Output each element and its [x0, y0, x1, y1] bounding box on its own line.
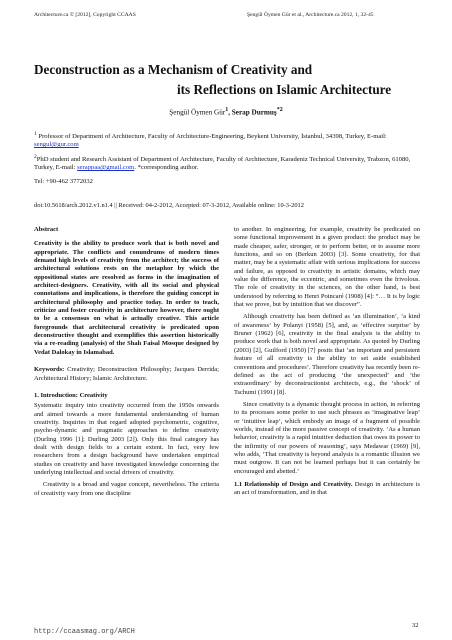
right-paragraph-3: Since creativity is a dynamic thought process in action, in referring to its processes some prefer to use such phrases as ‘imaginative leap’ or ‘intuitive leap’, which embody an image of a fragment of possible worlds, instead of the more passive concept of creativity. ‘As a human behavior, creativity is a rapid intuitive deduction that owes its power to the infirmity of our powers of reasoning’, says Medawar (1969) [9], who adds, ‘That creativity is beyond analysis is a romantic illusion we must outgrow. It can not be learned perhaps but it can certainly be encouraged and abetted.’ [234, 400, 420, 475]
keywords [34, 366, 219, 383]
author-2-email-link[interactable]: serappaa@gmail.com [77, 164, 135, 172]
keywords-text: Creativity; Deconstruction Philosophy; Jacques Derrida; Architectural History; Islamic Architecture. [34, 366, 219, 382]
intro-paragraph-1: Systematic inquiry into creativity occurred from the 1950s onwards and aimed towards a more fundamental understanding of human creativity. Inquiries in that regard adopted psychometric, cognitive, psycho-dynamic and pragmatic approaches to define creativity (Durling 1996 [1]; Durling 2003 [2]). Only this final category has dealt with design fields to a certain extent. In fact, very few researchers from a design background have undertaken empirical studies on creativity and have investigated knowledge concerning the underlying intellectual and social drivers of creativity. [34, 402, 219, 476]
affiliation-2 [34, 153, 420, 173]
telephone: Tel: +90-462 3772032 [34, 178, 93, 185]
author-1-affiliation-mark: 1 [225, 107, 229, 113]
author-1-email-link[interactable]: sengul@gur.com [34, 141, 79, 149]
left-column [34, 226, 219, 498]
journal-url-link[interactable]: http://ccaasmag.org/ARCH [34, 628, 135, 636]
author-list [0, 107, 452, 116]
keywords-label: Keywords: [34, 366, 65, 374]
page-number: 32 [412, 622, 419, 629]
corresponding-author-note: . *corresponding author. [134, 164, 199, 172]
affiliation-1-text: Professor of Department of Architecture, Faculty of Architecture-Engineering, Beykent University, İstanbul, 34398, Turkey, E-mail: [36, 133, 387, 141]
affiliation-2-number: 2 [34, 154, 37, 160]
right-paragraph-2: Although creativity has been defined as ‘an illumination’, ‘a kind of awareness’ by Polanyi (1958) [5], and, as ‘effective surprise’ by Bruner (1962) [6], creativity in the final analysis is the ability to produce work that is both novel and appropriate. As quoted by Durling (2003) [2], Guilford (1950) [7] posits that ‘an important and persistent feature of all creativity is the ability to set aside established conventions and procedures’. Therefore creativity has recently been re-defined as the act of producing ‘the unexpected’ and ‘the extraordinary’ by deconstructionist architects, e.g., the ‘shock’ of Tschumi (1991) [8]. [234, 313, 420, 396]
section-1-heading: 1. Introduction: Creativity [34, 391, 108, 399]
abstract-heading: Abstract [34, 226, 59, 233]
running-header-right: Şengül Öymen Gür et al., Architecture.ca 2012, 1, 32-45 [247, 12, 374, 18]
right-column [234, 226, 420, 498]
subsection-1-1 [234, 481, 420, 498]
running-header-left: Architecture.ca © [2012], Copyright CCAAS [34, 12, 136, 18]
affiliation-1 [34, 130, 420, 150]
affiliation-2-text: PhD student and Research Assistant of Department of Architecture, Faculty of Architecture, Karadeniz Technical University, Trabzon, 61080, Turkey, E-mail: [34, 156, 411, 172]
right-paragraph-1: to another. In engineering, for example, creativity be predicated on some functional improvement in a given product: the product may be made cheaper, safer, stronger, or to perform better, or to assume more functions, and so on (Berkun 2003) [3]. Some creativity, for that matter, may be a systematic affair with serious implications for success and failure, as opposed to creativity in artistic domains, which may value the difference, the eccentric, and sometimes even the frivolous. The role of creativity in the sciences, on the other hand, is best understood by referring to Henri Poincaré (1908) [4]: “… It is by logic that we prove, but by intuition that we discover”. [234, 226, 420, 309]
subsection-1-1-text: Design in architecture is an act of transformation, and in that [234, 480, 421, 497]
author-separator: , [228, 108, 232, 117]
affiliation-1-number: 1 [34, 131, 37, 137]
author-2: Serap Durmuş [231, 108, 277, 117]
doi-line: doi:10.5618/arch.2012.v1.n1.4 || Received: 04-2-2012, Accepted: 07-3-2012, Available online: 10-3-2012 [34, 202, 304, 209]
author-1: Şengül Öymen Gür [169, 108, 226, 117]
subsection-1-1-heading: 1.1 Relationship of Design and Creativity. [234, 480, 353, 488]
intro-paragraph-2: Creativity is a broad and vague concept, nevertheless. The criteria of creativity vary from one discipline [34, 481, 219, 497]
abstract-text: Creativity is the ability to produce work that is both novel and appropriate. The conflicts and conundrums of modern times demand high levels of creativity from the architect; the success of architectural solutions rests on the metaphor by which the oppositional states are resolved as forms in the imagination of architect-designers. Creativity, with all its social and physical connotations and implications, is therefore the guiding concept in architectural philosophy and practice today. In order to teach, criticize and foster creativity in architecture however, there ought to be a consensus on what is actually creative. This article foregrounds that architectural creativity is predicated upon deconstructive thought and exemplifies this assertion historically via a re-reading (analysis) of the Shah Faisal Mosque designed by Vedat Dalokay in Islamabad. [34, 240, 219, 356]
paper-title-line-1: Deconstruction as a Mechanism of Creativity and [34, 62, 313, 77]
author-2-affiliation-mark: *2 [276, 107, 283, 113]
paper-title-line-2: its Reflections on Islamic Architecture [177, 82, 392, 97]
